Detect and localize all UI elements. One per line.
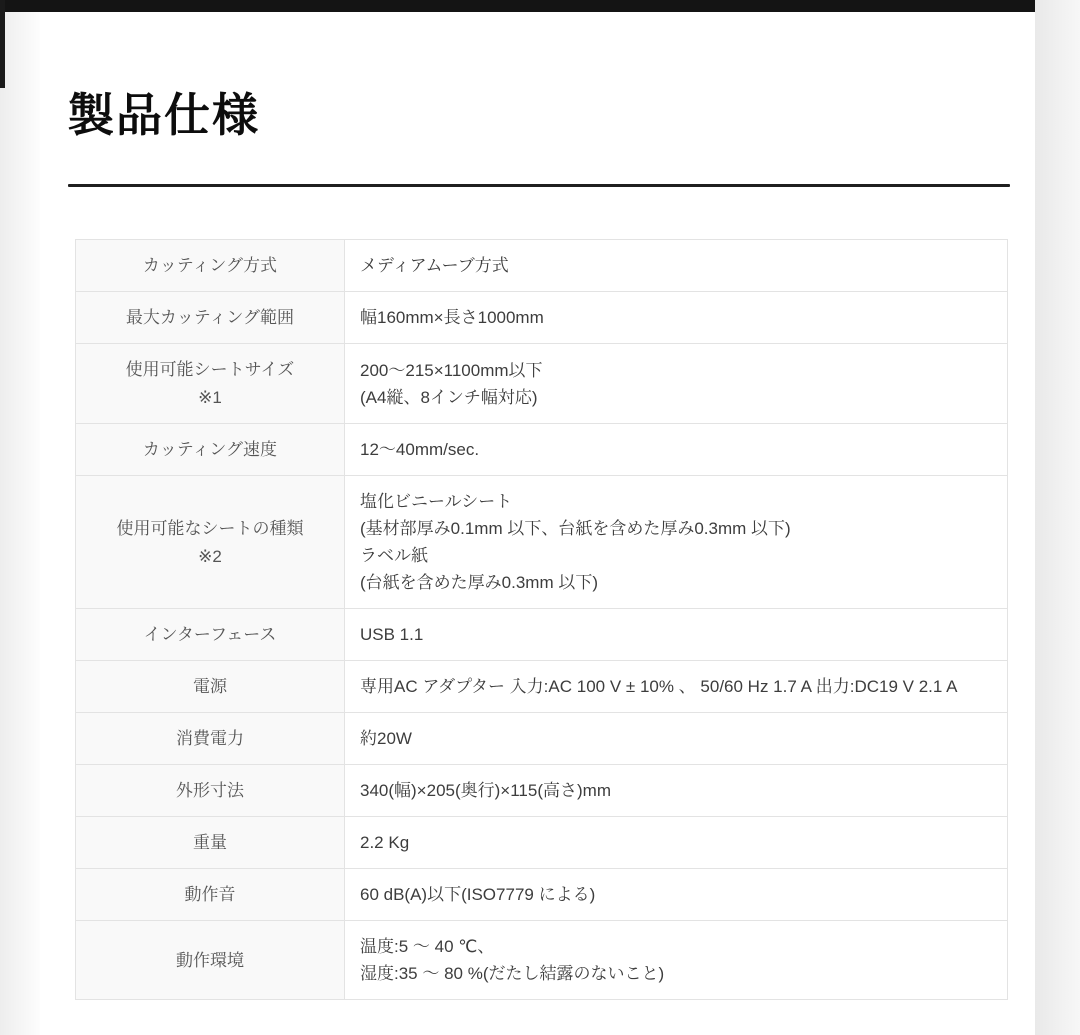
spec-table: [75, 239, 1008, 1000]
spec-label-cell: [76, 869, 345, 921]
content-area: [40, 12, 1035, 1035]
spec-label: カッティング方式: [142, 256, 278, 275]
spec-label: カッティング速度: [142, 440, 278, 459]
title-divider: [68, 184, 1010, 187]
spec-table-body: [76, 240, 1008, 1000]
spec-label: 使用可能なシートの種類: [116, 518, 304, 538]
spec-value-cell: [345, 817, 1008, 869]
spec-label-cell: [76, 765, 345, 817]
spec-label-note: ※1: [198, 388, 222, 407]
spec-value-cell: [345, 765, 1008, 817]
spec-label-cell: [76, 609, 345, 661]
spec-label: インターフェース: [143, 625, 277, 644]
spec-label-cell: [76, 661, 345, 713]
spec-label: 動作環境: [176, 950, 244, 970]
left-edge-strip: [0, 0, 5, 88]
spec-value-cell: [345, 240, 1008, 292]
spec-value-line: ラベル紙: [360, 546, 428, 565]
spec-value-cell: [345, 424, 1008, 476]
table-row: [76, 661, 1008, 713]
spec-label-cell: [76, 817, 345, 869]
spec-value-cell: [345, 713, 1008, 765]
spec-value-line: 60 dB(A)以下(ISO7779 による): [360, 885, 596, 904]
spec-label: 最大カッティング範囲: [125, 308, 295, 327]
spec-label: 使用可能シートサイズ: [125, 360, 295, 379]
spec-value-line: 約20W: [360, 729, 412, 748]
table-row: [76, 817, 1008, 869]
spec-value-line: 湿度:35 ～ 80 %(だたし結露のないこと): [360, 964, 665, 983]
right-gutter: [1035, 0, 1080, 1035]
spec-value-line: メディアムーブ方式: [360, 256, 509, 275]
page-title: 製品仕様: [68, 89, 260, 141]
table-row: [76, 476, 1008, 609]
spec-label-cell: [76, 424, 345, 476]
table-row: [76, 609, 1008, 661]
spec-value-cell: [345, 476, 1008, 609]
spec-label-cell: [76, 292, 345, 344]
spec-label-cell: [76, 476, 345, 609]
spec-label-note: ※2: [198, 546, 222, 566]
spec-value-cell: [345, 921, 1008, 1000]
spec-value-line: 2.2 Kg: [360, 833, 410, 852]
left-gutter: [0, 12, 40, 1035]
spec-label-cell: [76, 921, 345, 1000]
spec-value-line: (A4縦、8インチ幅対応): [360, 387, 538, 407]
spec-value-line: (基材部厚み0.1mm 以下、台紙を含めた厚み0.3mm 以下): [360, 519, 791, 538]
spec-value-cell: [345, 344, 1008, 424]
top-bar: [0, 0, 1035, 12]
spec-value-line: 専用AC アダプター 入力:AC 100 V ± 10% 、 50/60 Hz 1.7 A 出力:DC19 V 2.1 A: [360, 677, 958, 696]
spec-label: 電源: [193, 677, 227, 696]
spec-label: 外形寸法: [176, 781, 244, 800]
spec-value-line: 340(幅)×205(奥行)×115(高さ)mm: [360, 781, 611, 800]
table-row: [76, 869, 1008, 921]
spec-label-cell: [76, 713, 345, 765]
spec-label: 動作音: [184, 885, 236, 904]
spec-value-line: 12～40mm/sec.: [360, 440, 480, 459]
spec-value-line: 200～215×1100mm以下: [360, 360, 543, 380]
spec-value-line: 幅160mm×長さ1000mm: [360, 308, 544, 327]
spec-value-cell: [345, 609, 1008, 661]
spec-label-cell: [76, 344, 345, 424]
table-row: [76, 344, 1008, 424]
spec-value-cell: [345, 661, 1008, 713]
spec-value-line: (台紙を含めた厚み0.3mm 以下): [360, 573, 598, 592]
table-row: [76, 713, 1008, 765]
spec-value-cell: [345, 869, 1008, 921]
spec-label-cell: [76, 240, 345, 292]
spec-value-line: 温度:5 ～ 40 ℃、: [360, 937, 495, 956]
spec-label: 重量: [193, 833, 227, 852]
table-row: [76, 921, 1008, 1000]
spec-value-cell: [345, 292, 1008, 344]
spec-label: 消費電力: [176, 729, 244, 748]
table-row: [76, 424, 1008, 476]
table-row: [76, 240, 1008, 292]
spec-value-line: USB 1.1: [360, 625, 424, 644]
spec-value-line: 塩化ビニールシート: [360, 492, 513, 511]
table-row: [76, 292, 1008, 344]
table-row: [76, 765, 1008, 817]
